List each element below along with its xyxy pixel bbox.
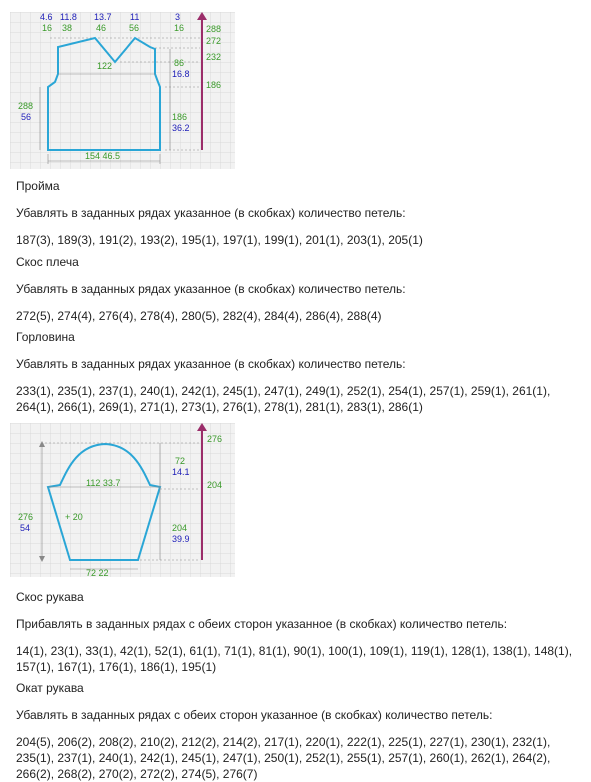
- label-neck-width-cm: 13.7: [94, 12, 112, 22]
- section-neckline: [16, 329, 586, 415]
- sleeve-schematic: [10, 423, 235, 577]
- label-row-186: 186: [206, 80, 222, 90]
- label-lower-cm: 36.2: [172, 123, 190, 133]
- section-title: Скос плеча: [16, 255, 79, 269]
- section-intro: Убавлять в заданных рядах указанное (в скобках) количество петель:: [16, 282, 406, 296]
- front-piece-schematic: [10, 12, 235, 169]
- label-row-232: 232: [206, 52, 222, 62]
- section-title: Скос рукава: [16, 590, 84, 604]
- section-rows: 204(5), 206(2), 208(2), 210(2), 212(2), 214(2), 217(1), 220(1), 222(1), 225(1), 227(1), 230(1), 232(1), 235(1), 237(1), 240(1), 242(1), 245(1), 247(1), 250(1), 252(1), 255(1), 257(1), 260(1), 262(1), 264(2), 266(2), 268(2), 270(2), 272(2), 274(5), 276(7): [16, 735, 551, 781]
- section-rows: 272(5), 274(4), 276(4), 278(4), 280(5), 282(4), 284(4), 286(4), 288(4): [16, 309, 382, 323]
- label-neck-edge-sts: 16: [42, 23, 53, 33]
- section-intro: Убавлять в заданных рядах указанное (в скобках) количество петель:: [16, 357, 406, 371]
- section-rows: 233(1), 235(1), 237(1), 240(1), 242(1), 245(1), 247(1), 249(1), 252(1), 254(1), 257(1), 259(1), 261(1), 264(1), 266(1), 269(1), 271(1), 273(1), 276(1), 278(1), 281(1), 283(1), 286(1): [16, 384, 551, 414]
- section-sleeve-slope: [16, 589, 586, 675]
- section-intro: Убавлять в заданных рядах с обеих сторон указанное (в скобках) количество петель:: [16, 708, 493, 722]
- label-height-sts: 276: [18, 512, 34, 522]
- label-height-cm: 56: [21, 112, 32, 122]
- label-lower-sts: 204: [172, 523, 188, 533]
- label-height-cm: 54: [20, 523, 31, 533]
- label-neck-depth-sts: 16: [174, 23, 185, 33]
- label-lower-cm: 39.9: [172, 534, 190, 544]
- label-armhole-cm: 16.8: [172, 69, 190, 79]
- label-neck-depth-cm: 3: [175, 12, 181, 22]
- label-inner-width: 122: [97, 61, 113, 71]
- section-rows: 187(3), 189(3), 191(2), 193(2), 195(1), 197(1), 199(1), 201(1), 203(1), 205(1): [16, 233, 423, 247]
- section-armhole: [16, 178, 586, 248]
- section-sleeve-cap: [16, 680, 586, 782]
- section-rows: 14(1), 23(1), 33(1), 42(1), 52(1), 61(1), 71(1), 81(1), 90(1), 100(1), 109(1), 119(1), 128(1), 138(1), 148(1), 157(1), 167(1), 176(1), 186(1), 195(1): [16, 644, 573, 674]
- label-shoulder-r-cm: 11: [130, 12, 140, 22]
- label-increase: + 20: [65, 512, 83, 522]
- label-armhole-sts: 86: [174, 58, 185, 68]
- section-title: Окат рукава: [16, 681, 84, 695]
- sleeve-diagram: [10, 423, 235, 577]
- section-intro: Убавлять в заданных рядах указанное (в скобках) количество петель:: [16, 206, 406, 220]
- label-cap-width: 112 33.7: [86, 478, 121, 488]
- label-cuff-width: 72 22: [86, 568, 109, 577]
- label-cap-cm: 14.1: [172, 467, 190, 477]
- label-neck-width-sts: 46: [96, 23, 107, 33]
- label-lower-sts: 186: [172, 112, 188, 122]
- section-intro: Прибавлять в заданных рядах с обеих сторон указанное (в скобках) количество петель:: [16, 617, 508, 631]
- label-mid-row: 204: [207, 480, 223, 490]
- section-title: Пройма: [16, 179, 60, 193]
- label-cap-sts: 72: [175, 456, 186, 466]
- label-neck-edge-cm: 4.6: [40, 12, 53, 22]
- label-shoulder-sts: 38: [62, 23, 73, 33]
- front-piece-diagram: [10, 12, 235, 169]
- section-shoulder: [16, 254, 586, 324]
- label-shoulder-cm: 11.8: [60, 12, 77, 22]
- label-shoulder-r-sts: 56: [129, 23, 140, 33]
- section-title: Горловина: [16, 330, 75, 344]
- label-row-272: 272: [206, 36, 222, 46]
- label-bottom-width: 154 46.5: [85, 151, 121, 161]
- label-row-288: 288: [206, 24, 222, 34]
- label-height-sts: 288: [18, 101, 34, 111]
- label-top-row: 276: [207, 434, 223, 444]
